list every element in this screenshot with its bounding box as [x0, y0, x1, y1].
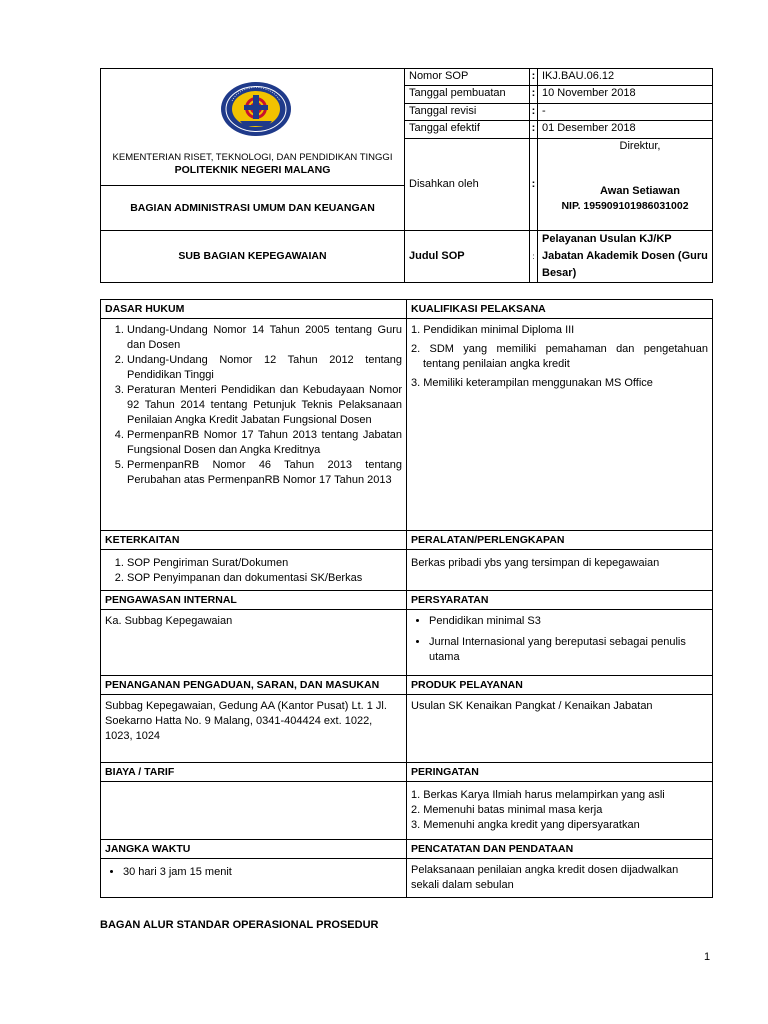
peringatan-list	[411, 788, 708, 833]
flowchart-title: BAGAN ALUR STANDAR OPERASIONAL PROSEDUR	[100, 919, 379, 931]
section-title-jangka-waktu: JANGKA WAKTU	[101, 840, 407, 859]
institution-cell	[101, 69, 405, 186]
section-title-produk: PRODUK PELAYANAN	[407, 676, 713, 695]
produk-text: Usulan SK Kenaikan Pangkat / Kenaikan Jabatan	[407, 695, 713, 763]
field-label-tanggal-revisi: Tanggal revisi	[405, 104, 530, 121]
list-item: 2. SOP Penyimpanan dan dokumentasi SK/Berkas	[127, 571, 402, 586]
section-title-pengawasan: PENGAWASAN INTERNAL	[101, 591, 407, 610]
list-item: 4. PermenpanRB Nomor 17 Tahun 2013 tentang Jabatan Fungsional Dosen dan Angka Kreditnya	[127, 428, 402, 458]
approver-title: Direktur,	[619, 140, 661, 152]
list-item: 3. Memenuhi angka kredit yang dipersyaratkan	[411, 819, 640, 831]
list-item: • 30 hari 3 jam 15 menit	[123, 865, 402, 880]
approver-name: Awan Setiawan	[600, 185, 680, 197]
field-label-tanggal-efektif: Tanggal efektif	[405, 121, 530, 139]
colon: :	[530, 104, 538, 121]
peralatan-text: Berkas pribadi ybs yang tersimpan di kepegawaian	[407, 550, 713, 591]
jangka-waktu-cell	[101, 859, 407, 898]
list-item: 2. Memenuhi batas minimal masa kerja	[411, 804, 603, 816]
section-title-kualifikasi: KUALIFIKASI PELAKSANA	[407, 300, 713, 319]
keterkaitan-list	[105, 556, 402, 586]
list-item: • Pendidikan minimal S3	[429, 614, 708, 629]
field-value-tanggal-efektif: 01 Desember 2018	[538, 121, 713, 139]
section-title-pencatatan: PENCATATAN DAN PENDATAAN	[407, 840, 713, 859]
biaya-text	[101, 782, 407, 840]
list-item: 1. Berkas Karya Ilmiah harus melampirkan yang asli	[411, 789, 665, 801]
section-title-biaya: BIAYA / TARIF	[101, 763, 407, 782]
approver-nip: NIP. 195909101986031002	[561, 200, 689, 212]
peringatan-cell	[407, 782, 713, 840]
list-item: 2. SDM yang memiliki pemahaman dan pengetahuan tentang penilaian angka kredit	[411, 343, 708, 370]
persyaratan-cell	[407, 610, 713, 676]
sop-details-table	[100, 299, 713, 898]
section-title-peringatan: PERINGATAN	[407, 763, 713, 782]
keterkaitan-cell	[101, 550, 407, 591]
list-item: 3. Memiliki keterampilan menggunakan MS Office	[411, 377, 653, 389]
page-number: 1	[704, 951, 711, 963]
list-item: 2. Undang-Undang Nomor 12 Tahun 2012 tentang Pendidikan Tinggi	[127, 353, 402, 383]
ministry-name: KEMENTERIAN RISET, TEKNOLOGI, DAN PENDIDIKAN TINGGI	[112, 152, 393, 163]
field-label-tanggal-pembuatan: Tanggal pembuatan	[405, 86, 530, 104]
dasar-hukum-list	[105, 323, 402, 488]
kualifikasi-list	[411, 323, 708, 391]
jangka-waktu-list	[105, 865, 402, 880]
kualifikasi-cell	[407, 319, 713, 531]
pencatatan-text: Pelaksanaan penilaian angka kredit dosen dijadwalkan sekali dalam sebulan	[407, 859, 713, 898]
section-title-pengaduan: PENANGANAN PENGADUAN, SARAN, DAN MASUKAN	[101, 676, 407, 695]
approved-label: Disahkan oleh	[405, 139, 530, 231]
colon: :	[530, 121, 538, 139]
list-item: • Jurnal Internasional yang bereputasi sebagai penulis utama	[429, 635, 708, 665]
field-value-tanggal-pembuatan: 10 November 2018	[538, 86, 713, 104]
list-item: 1. Pendidikan minimal Diploma III	[411, 324, 575, 336]
list-item: 1. Undang-Undang Nomor 14 Tahun 2005 tentang Guru dan Dosen	[127, 323, 402, 353]
institution-name: POLITEKNIK NEGERI MALANG	[174, 164, 331, 176]
colon: :	[530, 231, 538, 283]
pengawasan-text: Ka. Subbag Kepegawaian	[101, 610, 407, 676]
field-value-nomor: IKJ.BAU.06.12	[538, 69, 713, 86]
list-item: 3. Peraturan Menteri Pendidikan dan Kebudayaan Nomor 92 Tahun 2014 tentang Petunjuk Teknis Pelaksanaan Penilaian Angka Kredit Jabatan Fungsional Dosen	[127, 383, 402, 428]
colon: :	[530, 139, 538, 231]
sop-title: Pelayanan Usulan KJ/KP Jabatan Akademik Dosen (Guru Besar)	[538, 231, 713, 283]
field-label-nomor: Nomor SOP	[405, 69, 530, 86]
pengaduan-text: Subbag Kepegawaian, Gedung AA (Kantor Pusat) Lt. 1 Jl. Soekarno Hatta No. 9 Malang, 0341-404424 ext. 1022, 1023, 1024	[101, 695, 407, 763]
sop-header-table	[100, 68, 713, 283]
section-title-keterkaitan: KETERKAITAN	[101, 531, 407, 550]
department-name: BAGIAN ADMINISTRASI UMUM DAN KEUANGAN	[101, 186, 405, 231]
section-title-peralatan: PERALATAN/PERLENGKAPAN	[407, 531, 713, 550]
dasar-hukum-cell	[101, 319, 407, 531]
section-title-dasar-hukum: DASAR HUKUM	[101, 300, 407, 319]
title-label: Judul SOP	[405, 231, 530, 283]
colon: :	[530, 69, 538, 86]
sub-department-name: SUB BAGIAN KEPEGAWAIAN	[101, 231, 405, 283]
colon: :	[530, 86, 538, 104]
field-value-tanggal-revisi: -	[538, 104, 713, 121]
section-title-persyaratan: PERSYARATAN	[407, 591, 713, 610]
list-item: 5. PermenpanRB Nomor 46 Tahun 2013 tentang Perubahan atas PermenpanRB Nomor 17 Tahun 2013	[127, 458, 402, 488]
list-item: 1. SOP Pengiriman Surat/Dokumen	[127, 556, 402, 571]
polinema-logo-icon	[220, 81, 292, 137]
approver-cell	[538, 139, 713, 231]
persyaratan-list	[411, 614, 708, 665]
